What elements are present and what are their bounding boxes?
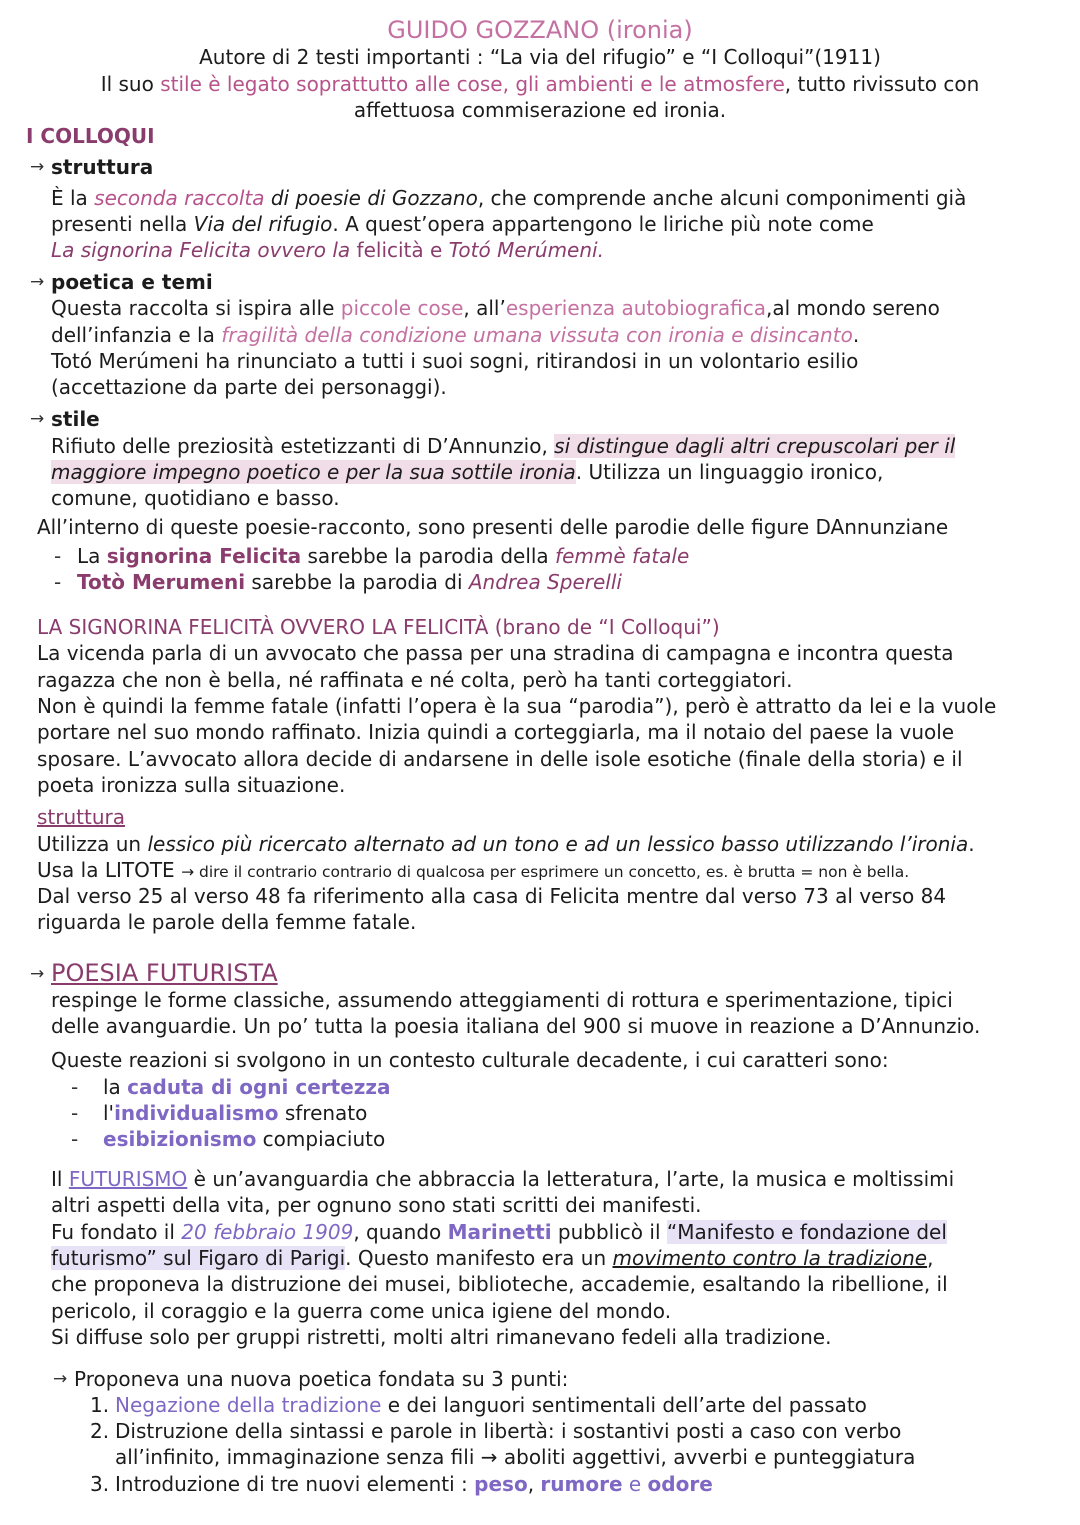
felicita-struttura-label: struttura: [37, 805, 125, 829]
arrow-icon: →: [30, 157, 45, 177]
felicita-line-2: ragazza che non è bella, né raffinata e né colta, però ha tanti corteggiatori.: [37, 668, 793, 692]
poetica-line-3: Totó Merúmeni ha rinunciato a tutti i suoi sogni, ritirandosi in un volontario esilio: [51, 349, 859, 373]
felicita-line-4: portare nel suo mondo raffinato. Inizia quindi a corteggiarla, ma il notaio del paese la vuole: [37, 720, 955, 744]
arrow-icon: →: [30, 272, 45, 292]
struttura-line-2: presenti nella Via del rifugio. A quest’opera appartengono le liriche più note come: [51, 212, 874, 236]
futurismo-line-6: pericolo, il coraggio e la guerra come unica igiene del mondo.: [51, 1299, 672, 1323]
intro-line-2: Il suo stile è legato soprattutto alle cose, gli ambienti e le atmosfere, tutto rivissuto con: [100, 72, 980, 96]
point-2-line-1: Distruzione della sintassi e parole in libertà: i sostantivi posti a caso con verbo: [115, 1419, 902, 1443]
felicita-struttura-line-4: riguarda le parole della femme fatale.: [37, 910, 417, 934]
point-2-number: 2.: [90, 1419, 110, 1443]
subheading-stile: stile: [51, 407, 100, 431]
futurismo-line-5: che proponeva la distruzione dei musei, biblioteche, accademie, esaltando la ribellione, il: [51, 1272, 948, 1296]
felicita-line-5: sposare. L’avvocato allora decide di andarsene in delle isole esotiche (finale della storia) e il: [37, 747, 963, 771]
intro-line-3: affettuosa commiserazione ed ironia.: [353, 98, 727, 122]
felicita-struttura-line-3: Dal verso 25 al verso 48 fa riferimento alla casa di Felicita mentre dal verso 73 al verso 84: [37, 884, 947, 908]
section-heading-felicita: LA SIGNORINA FELICITÀ OVVERO LA FELICITÀ (brano de “I Colloqui”): [37, 615, 720, 639]
list-bullet: -: [71, 1101, 79, 1125]
struttura-line-1: È la seconda raccolta di poesie di Gozzano, che comprende anche alcuni componimenti già: [51, 186, 967, 210]
page-title: GUIDO GOZZANO (ironia): [387, 16, 693, 44]
futurista-line-3: Queste reazioni si svolgono in un contesto culturale decadente, i cui caratteri sono:: [51, 1048, 889, 1072]
subheading-struttura: struttura: [51, 155, 154, 179]
subheading-poetica: poetica e temi: [51, 270, 213, 294]
felicita-struttura-line-2: Usa la LITOTE → dire il contrario contrario di qualcosa per esprimere un concetto, es. è brutta = non è bella.: [37, 858, 910, 882]
decadence-item-2: l'individualismo sfrenato: [103, 1101, 368, 1125]
poetica-line-4: (accettazione da parte dei personaggi).: [51, 375, 447, 399]
futurismo-line-2: altri aspetti della vita, per ognuno sono stati scritti dei manifesti.: [51, 1193, 702, 1217]
felicita-struttura-line-1: Utilizza un lessico più ricercato alternato ad un tono e ad un lessico basso utilizzando l’ironia.: [37, 832, 975, 856]
futurismo-line-3: Fu fondato il 20 febbraio 1909, quando Marinetti pubblicò il “Manifesto e fondazione del: [51, 1220, 947, 1244]
stile-line-1: Rifiuto delle preziosità estetizzanti di D’Annunzio, si distingue dagli altri crepuscolari per il: [51, 434, 956, 458]
felicita-line-6: poeta ironizza sulla situazione.: [37, 773, 346, 797]
parodie-intro: All’interno di queste poesie-racconto, sono presenti delle parodie delle figure DAnnunziane: [37, 515, 949, 539]
futurista-line-1: respinge le forme classiche, assumendo atteggiamenti di rottura e sperimentazione, tipici: [51, 988, 953, 1012]
arrow-icon: →: [30, 964, 45, 984]
arrow-icon: →: [53, 1369, 68, 1389]
section-heading-colloqui: I COLLOQUI: [26, 124, 155, 148]
arrow-icon: →: [30, 409, 45, 429]
points-intro: Proponeva una nuova poetica fondata su 3 punti:: [74, 1367, 569, 1391]
point-1: Negazione della tradizione e dei languori sentimentali dell’arte del passato: [115, 1393, 867, 1417]
felicita-line-3: Non è quindi la femme fatale (infatti l’opera è la sua “parodia”), però è attratto da lei e la vuole: [37, 694, 997, 718]
stile-line-3: comune, quotidiano e basso.: [51, 486, 340, 510]
list-bullet: -: [54, 544, 62, 568]
decadence-item-1: la caduta di ogni certezza: [103, 1075, 391, 1099]
stile-line-2: maggiore impegno poetico e per la sua sottile ironia. Utilizza un linguaggio ironico,: [51, 460, 884, 484]
decadence-item-3: esibizionismo compiaciuto: [103, 1127, 386, 1151]
struttura-line-3: La signorina Felicita ovvero la felicità e Totó Merúmeni.: [51, 238, 604, 262]
futurismo-line-7: Si diffuse solo per gruppi ristretti, molti altri rimanevano fedeli alla tradizione.: [51, 1325, 832, 1349]
poetica-line-2: dell’infanzia e la fragilità della condizione umana vissuta con ironia e disincanto.: [51, 323, 860, 347]
futurismo-line-1: Il FUTURISMO è un’avanguardia che abbraccia la letteratura, l’arte, la musica e moltissimi: [51, 1167, 955, 1191]
point-3-number: 3.: [90, 1472, 110, 1496]
poetica-line-1: Questa raccolta si ispira alle piccole cose, all’esperienza autobiografica,al mondo sereno: [51, 296, 940, 320]
parodie-item-2: Totò Merumeni sarebbe la parodia di Andrea Sperelli: [77, 570, 622, 594]
futurista-line-2: delle avanguardie. Un po’ tutta la poesia italiana del 900 si muove in reazione a D’Annunzio.: [51, 1014, 981, 1038]
futurismo-line-4: futurismo” sul Figaro di Parigi. Questo manifesto era un movimento contro la tradizione,: [51, 1246, 934, 1270]
felicita-line-1: La vicenda parla di un avvocato che passa per una stradina di campagna e incontra questa: [37, 641, 954, 665]
section-heading-futurista: POESIA FUTURISTA: [51, 959, 278, 987]
list-bullet: -: [54, 570, 62, 594]
list-bullet: -: [71, 1127, 79, 1151]
parodie-item-1: La signorina Felicita sarebbe la parodia della femmè fatale: [77, 544, 690, 568]
intro-line-1: Autore di 2 testi importanti : “La via del rifugio” e “I Colloqui”(1911): [199, 45, 881, 69]
point-2-line-2: all’infinito, immaginazione senza fili → aboliti aggettivi, avverbi e punteggiatura: [115, 1445, 916, 1469]
point-3: Introduzione di tre nuovi elementi : peso, rumore e odore: [115, 1472, 713, 1496]
list-bullet: -: [71, 1075, 79, 1099]
point-1-number: 1.: [90, 1393, 110, 1417]
